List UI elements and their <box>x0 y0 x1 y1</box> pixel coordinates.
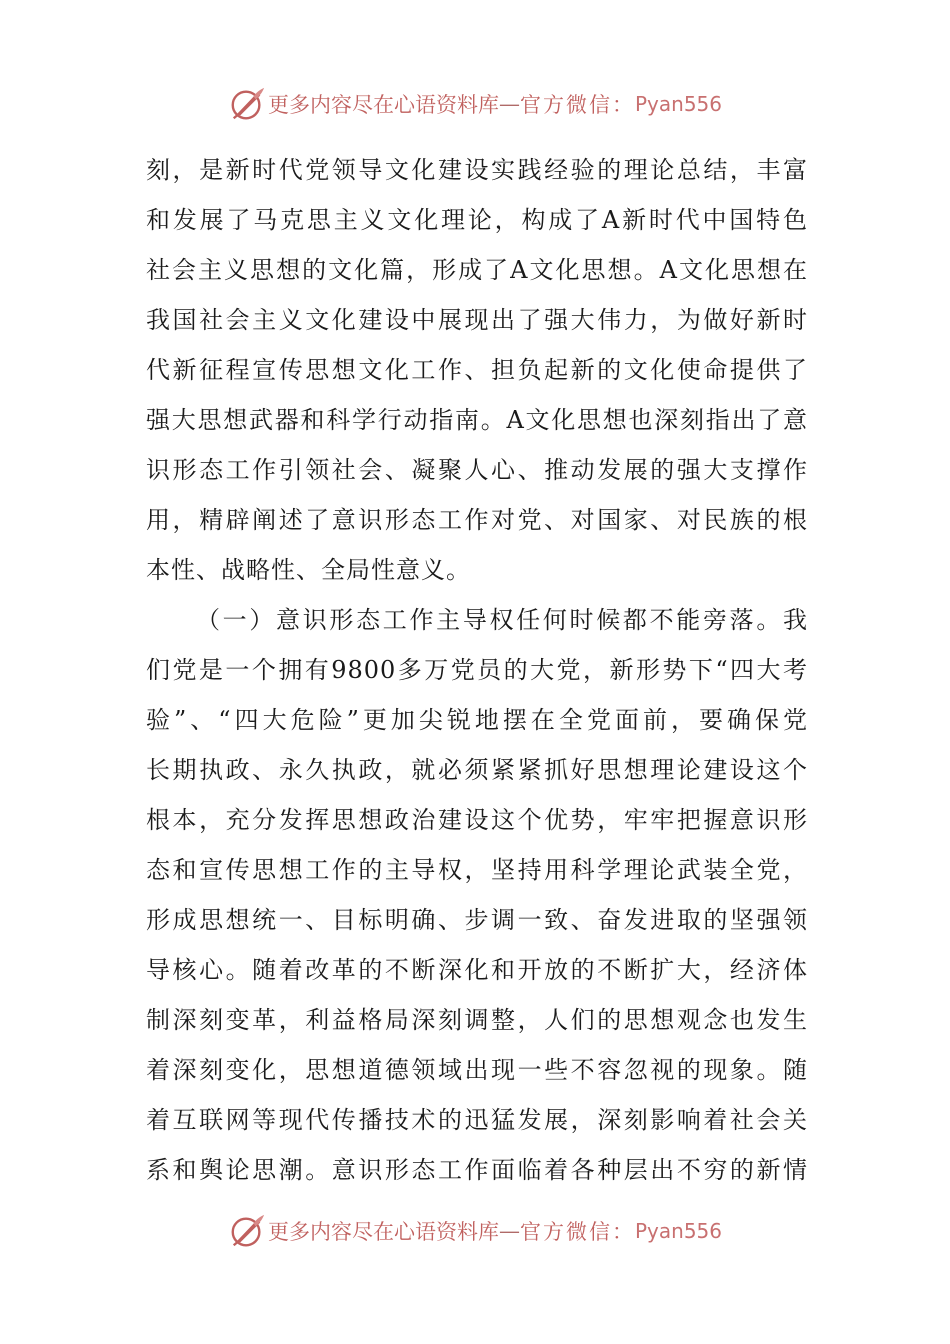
quill-logo-icon <box>228 1212 266 1250</box>
watermark-site-text: 更多内容尽在心语资料库 <box>268 93 499 117</box>
text-line: 强大思想武器和科学行动指南。A文化思想也深刻指出了意 <box>146 406 808 434</box>
text-line: 着互联网等现代传播技术的迅猛发展，深刻影响着社会关 <box>146 1106 808 1134</box>
text-line: 制深刻变革，利益格局深刻调整，人们的思想观念也发生 <box>146 1006 808 1034</box>
watermark-wechat-id: Pyan556 <box>635 1219 723 1243</box>
text-line: 本性、战略性、全局性意义。 <box>146 556 471 584</box>
watermark-wechat-label: 官方微信： <box>520 93 635 117</box>
text-line: 形成思想统一、目标明确、步调一致、奋发进取的坚强领 <box>146 906 808 934</box>
text-line: 们党是一个拥有9800多万党员的大党，新形势下“四大考 <box>146 656 808 684</box>
text-line: 我国社会主义文化建设中展现出了强大伟力，为做好新时 <box>146 306 808 334</box>
quill-logo-icon <box>228 85 266 123</box>
text-line: 根本，充分发挥思想政治建设这个优势，牢牢把握意识形 <box>146 806 808 834</box>
watermark-separator: — <box>499 1219 520 1243</box>
watermark-wechat-label: 官方微信： <box>520 1220 635 1244</box>
watermark-wechat-id: Pyan556 <box>635 92 723 116</box>
text-line: 代新征程宣传思想文化工作、担负起新的文化使命提供了 <box>146 356 808 384</box>
text-line: 长期执政、永久执政，就必须紧紧抓好思想理论建设这个 <box>146 756 808 784</box>
paragraph <box>146 595 808 1195</box>
text-line: 态和宣传思想工作的主导权，坚持用科学理论武装全党， <box>146 856 808 884</box>
watermark-separator: — <box>499 92 520 116</box>
text-line: 着深刻变化，思想道德领域出现一些不容忽视的现象。随 <box>146 1056 808 1084</box>
text-line: 刻，是新时代党领导文化建设实践经验的理论总结，丰富 <box>146 156 808 184</box>
text-line: 导核心。随着改革的不断深化和开放的不断扩大，经济体 <box>146 956 808 984</box>
text-line: 用，精辟阐述了意识形态工作对党、对国家、对民族的根 <box>146 506 808 534</box>
footer-watermark <box>228 1211 728 1251</box>
header-watermark <box>228 84 728 124</box>
text-line: 社会主义思想的文化篇，形成了A文化思想。A文化思想在 <box>146 256 808 284</box>
text-line: 和发展了马克思主义文化理论，构成了A新时代中国特色 <box>146 206 808 234</box>
text-line: 系和舆论思潮。意识形态工作面临着各种层出不穷的新情 <box>146 1156 808 1184</box>
text-line: 识形态工作引领社会、凝聚人心、推动发展的强大支撑作 <box>146 456 808 484</box>
watermark-site-text: 更多内容尽在心语资料库 <box>268 1220 499 1244</box>
paragraph <box>146 145 808 595</box>
text-line: 验”、“四大危险”更加尖锐地摆在全党面前，要确保党 <box>146 706 808 734</box>
document-body <box>146 145 808 1195</box>
section-heading-line: （一）意识形态工作主导权任何时候都不能旁落。我 <box>196 606 808 634</box>
